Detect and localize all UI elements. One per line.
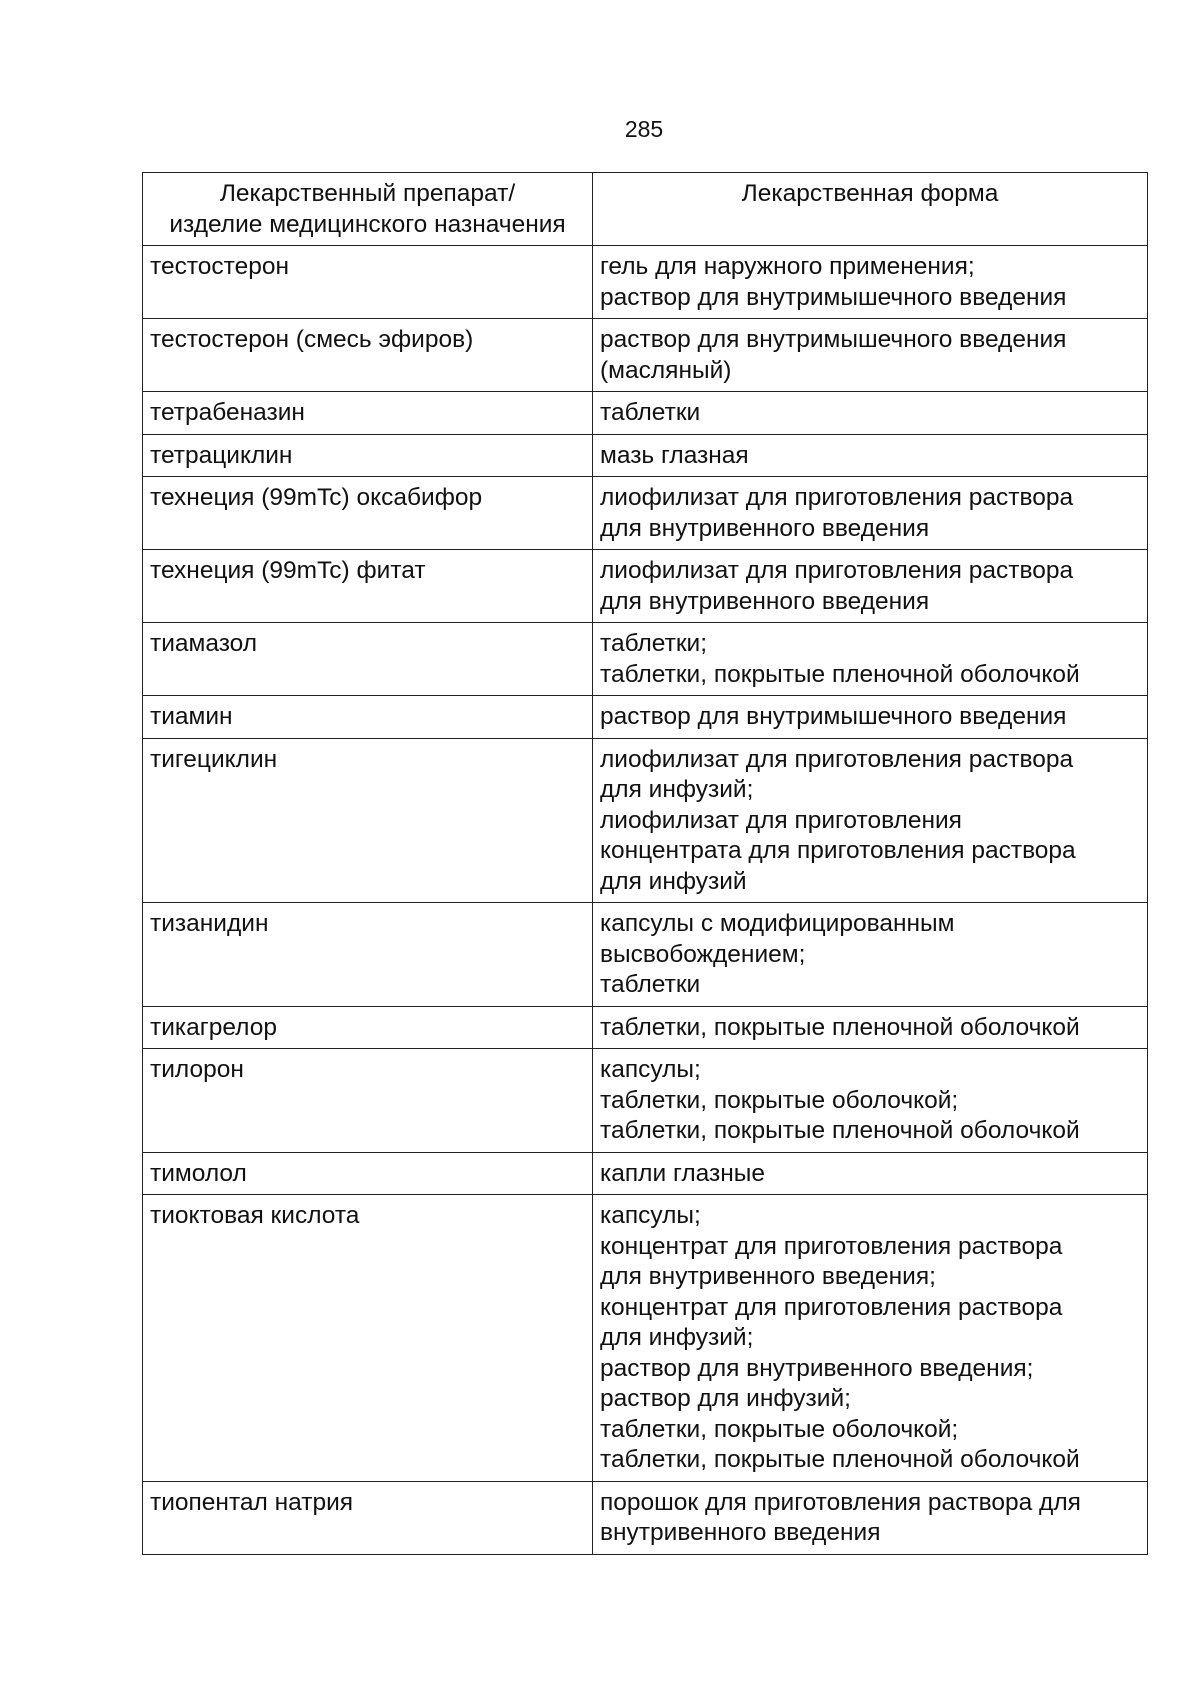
drug-cell [143, 477, 593, 550]
drug-cell [143, 1152, 593, 1195]
form-cell-line: для внутривенного введения [600, 514, 930, 542]
table-row [143, 696, 1148, 739]
form-cell [593, 1152, 1148, 1195]
drug-cell-line: тимолол [150, 1159, 247, 1187]
drug-cell-line: тиопентал натрия [150, 1488, 354, 1516]
drug-cell [143, 434, 593, 477]
page-number: 285 [624, 116, 664, 142]
form-cell-line: порошок для приготовления раствора для [600, 1488, 1081, 1516]
form-cell-line: мазь глазная [600, 441, 749, 469]
form-cell [593, 903, 1148, 1007]
form-cell-line: лиофилизат для приготовления [600, 806, 962, 834]
drug-cell [143, 1006, 593, 1049]
header-form [593, 173, 1148, 246]
drug-cell-line: технеция (99mTc) фитат [150, 557, 426, 584]
drug-cell-line: тиоктовая кислота [150, 1202, 360, 1229]
drug-cell [143, 1049, 593, 1153]
drug-cell-line: тиамазол [150, 630, 258, 657]
form-cell-line: концентрата для приготовления раствора [600, 837, 1076, 864]
form-cell [593, 1006, 1148, 1049]
drug-cell-line: технеция (99mTc) оксабифор [150, 484, 483, 511]
header-row [143, 173, 1148, 246]
table-row [143, 319, 1148, 392]
form-cell-line: таблетки, покрытые пленочной оболочкой [600, 1446, 1080, 1473]
form-cell [593, 550, 1148, 623]
form-cell-line: раствор для внутримышечного введения [600, 703, 1067, 730]
form-cell-line: лиофилизат для приготовления раствора [600, 745, 1074, 773]
drug-cell-line: тилорон [150, 1056, 244, 1083]
header-line: Лекарственная форма [741, 180, 999, 207]
drug-cell [143, 903, 593, 1007]
form-cell-line: лиофилизат для приготовления раствора [600, 557, 1074, 584]
form-cell-line: таблетки, покрытые пленочной оболочкой [600, 1117, 1080, 1144]
table-row [143, 903, 1148, 1007]
form-cell [593, 1481, 1148, 1554]
drug-cell [143, 392, 593, 435]
form-cell-line: капли глазные [600, 1159, 765, 1187]
drug-cell-line: тетрациклин [150, 441, 293, 469]
header-line: Лекарственный препарат/ [219, 180, 516, 207]
form-cell-line: для инфузий [600, 867, 747, 895]
drug-cell [143, 246, 593, 319]
drug-cell-line: тикагрелор [150, 1013, 277, 1041]
form-cell-line: концентрат для приготовления раствора [600, 1293, 1063, 1321]
table-row [143, 1006, 1148, 1049]
form-cell-line: таблетки [600, 399, 701, 426]
form-cell-line: для внутривенного введения; [600, 1263, 936, 1290]
form-cell-line: раствор для инфузий; [600, 1385, 851, 1412]
form-cell [593, 477, 1148, 550]
table-row [143, 392, 1148, 435]
table-row [143, 1049, 1148, 1153]
form-cell-line: таблетки [600, 971, 701, 998]
form-cell-line: для внутривенного введения [600, 587, 930, 615]
form-cell-line: для инфузий; [600, 776, 754, 803]
form-cell-line: высвобождением; [600, 940, 806, 968]
table-row [143, 550, 1148, 623]
table-row [143, 1152, 1148, 1195]
form-cell [593, 246, 1148, 319]
form-cell-line: капсулы с модифицированным [600, 910, 955, 937]
drug-cell-line: тиамин [150, 703, 233, 730]
drug-cell-line: тетрабеназин [150, 399, 305, 426]
form-cell-line: для инфузий; [600, 1324, 754, 1351]
form-cell [593, 392, 1148, 435]
table-row [143, 477, 1148, 550]
table-body [143, 246, 1148, 1555]
form-cell-line: капсулы; [600, 1056, 701, 1083]
form-cell-line: концентрат для приготовления раствора [600, 1232, 1063, 1260]
form-cell-line: таблетки, покрытые оболочкой; [600, 1415, 959, 1443]
drug-cell [143, 696, 593, 739]
form-cell-line: таблетки, покрытые пленочной оболочкой [600, 660, 1080, 688]
table-row [143, 246, 1148, 319]
drug-cell-line: тизанидин [150, 910, 269, 937]
drug-cell [143, 1195, 593, 1482]
form-cell-line: раствор для внутримышечного введения [600, 326, 1067, 353]
form-cell-line: капсулы; [600, 1202, 701, 1229]
header-drug [143, 173, 593, 246]
form-cell-line: внутривенного введения [600, 1519, 881, 1546]
form-cell-line: таблетки; [600, 630, 708, 657]
drug-cell [143, 550, 593, 623]
form-cell-line: раствор для внутривенного введения; [600, 1354, 1034, 1382]
form-cell-line: гель для наружного применения; [600, 253, 975, 280]
drug-cell-line: тестостерон (смесь эфиров) [150, 326, 474, 353]
drug-cell [143, 319, 593, 392]
form-cell [593, 696, 1148, 739]
table-row [143, 1195, 1148, 1482]
form-cell [593, 434, 1148, 477]
form-cell [593, 1195, 1148, 1482]
form-cell-line: (масляный) [600, 356, 732, 384]
form-cell [593, 1049, 1148, 1153]
form-cell-line: раствор для внутримышечного введения [600, 283, 1067, 311]
form-cell [593, 623, 1148, 696]
header-line: изделие медицинского назначения [169, 210, 566, 238]
table-row [143, 623, 1148, 696]
form-cell-line: таблетки, покрытые оболочкой; [600, 1086, 959, 1114]
drug-cell [143, 623, 593, 696]
drug-cell [143, 738, 593, 903]
form-cell-line: лиофилизат для приготовления раствора [600, 484, 1074, 511]
drug-table [142, 172, 1148, 1555]
form-cell [593, 738, 1148, 903]
table-header [143, 173, 1148, 246]
drug-cell-line: тестостерон [150, 253, 289, 280]
drug-cell-line: тигециклин [150, 745, 278, 773]
form-cell-line: таблетки, покрытые пленочной оболочкой [600, 1013, 1080, 1041]
drug-cell [143, 1481, 593, 1554]
form-cell [593, 319, 1148, 392]
table-row [143, 738, 1148, 903]
table-row [143, 1481, 1148, 1554]
table-row [143, 434, 1148, 477]
